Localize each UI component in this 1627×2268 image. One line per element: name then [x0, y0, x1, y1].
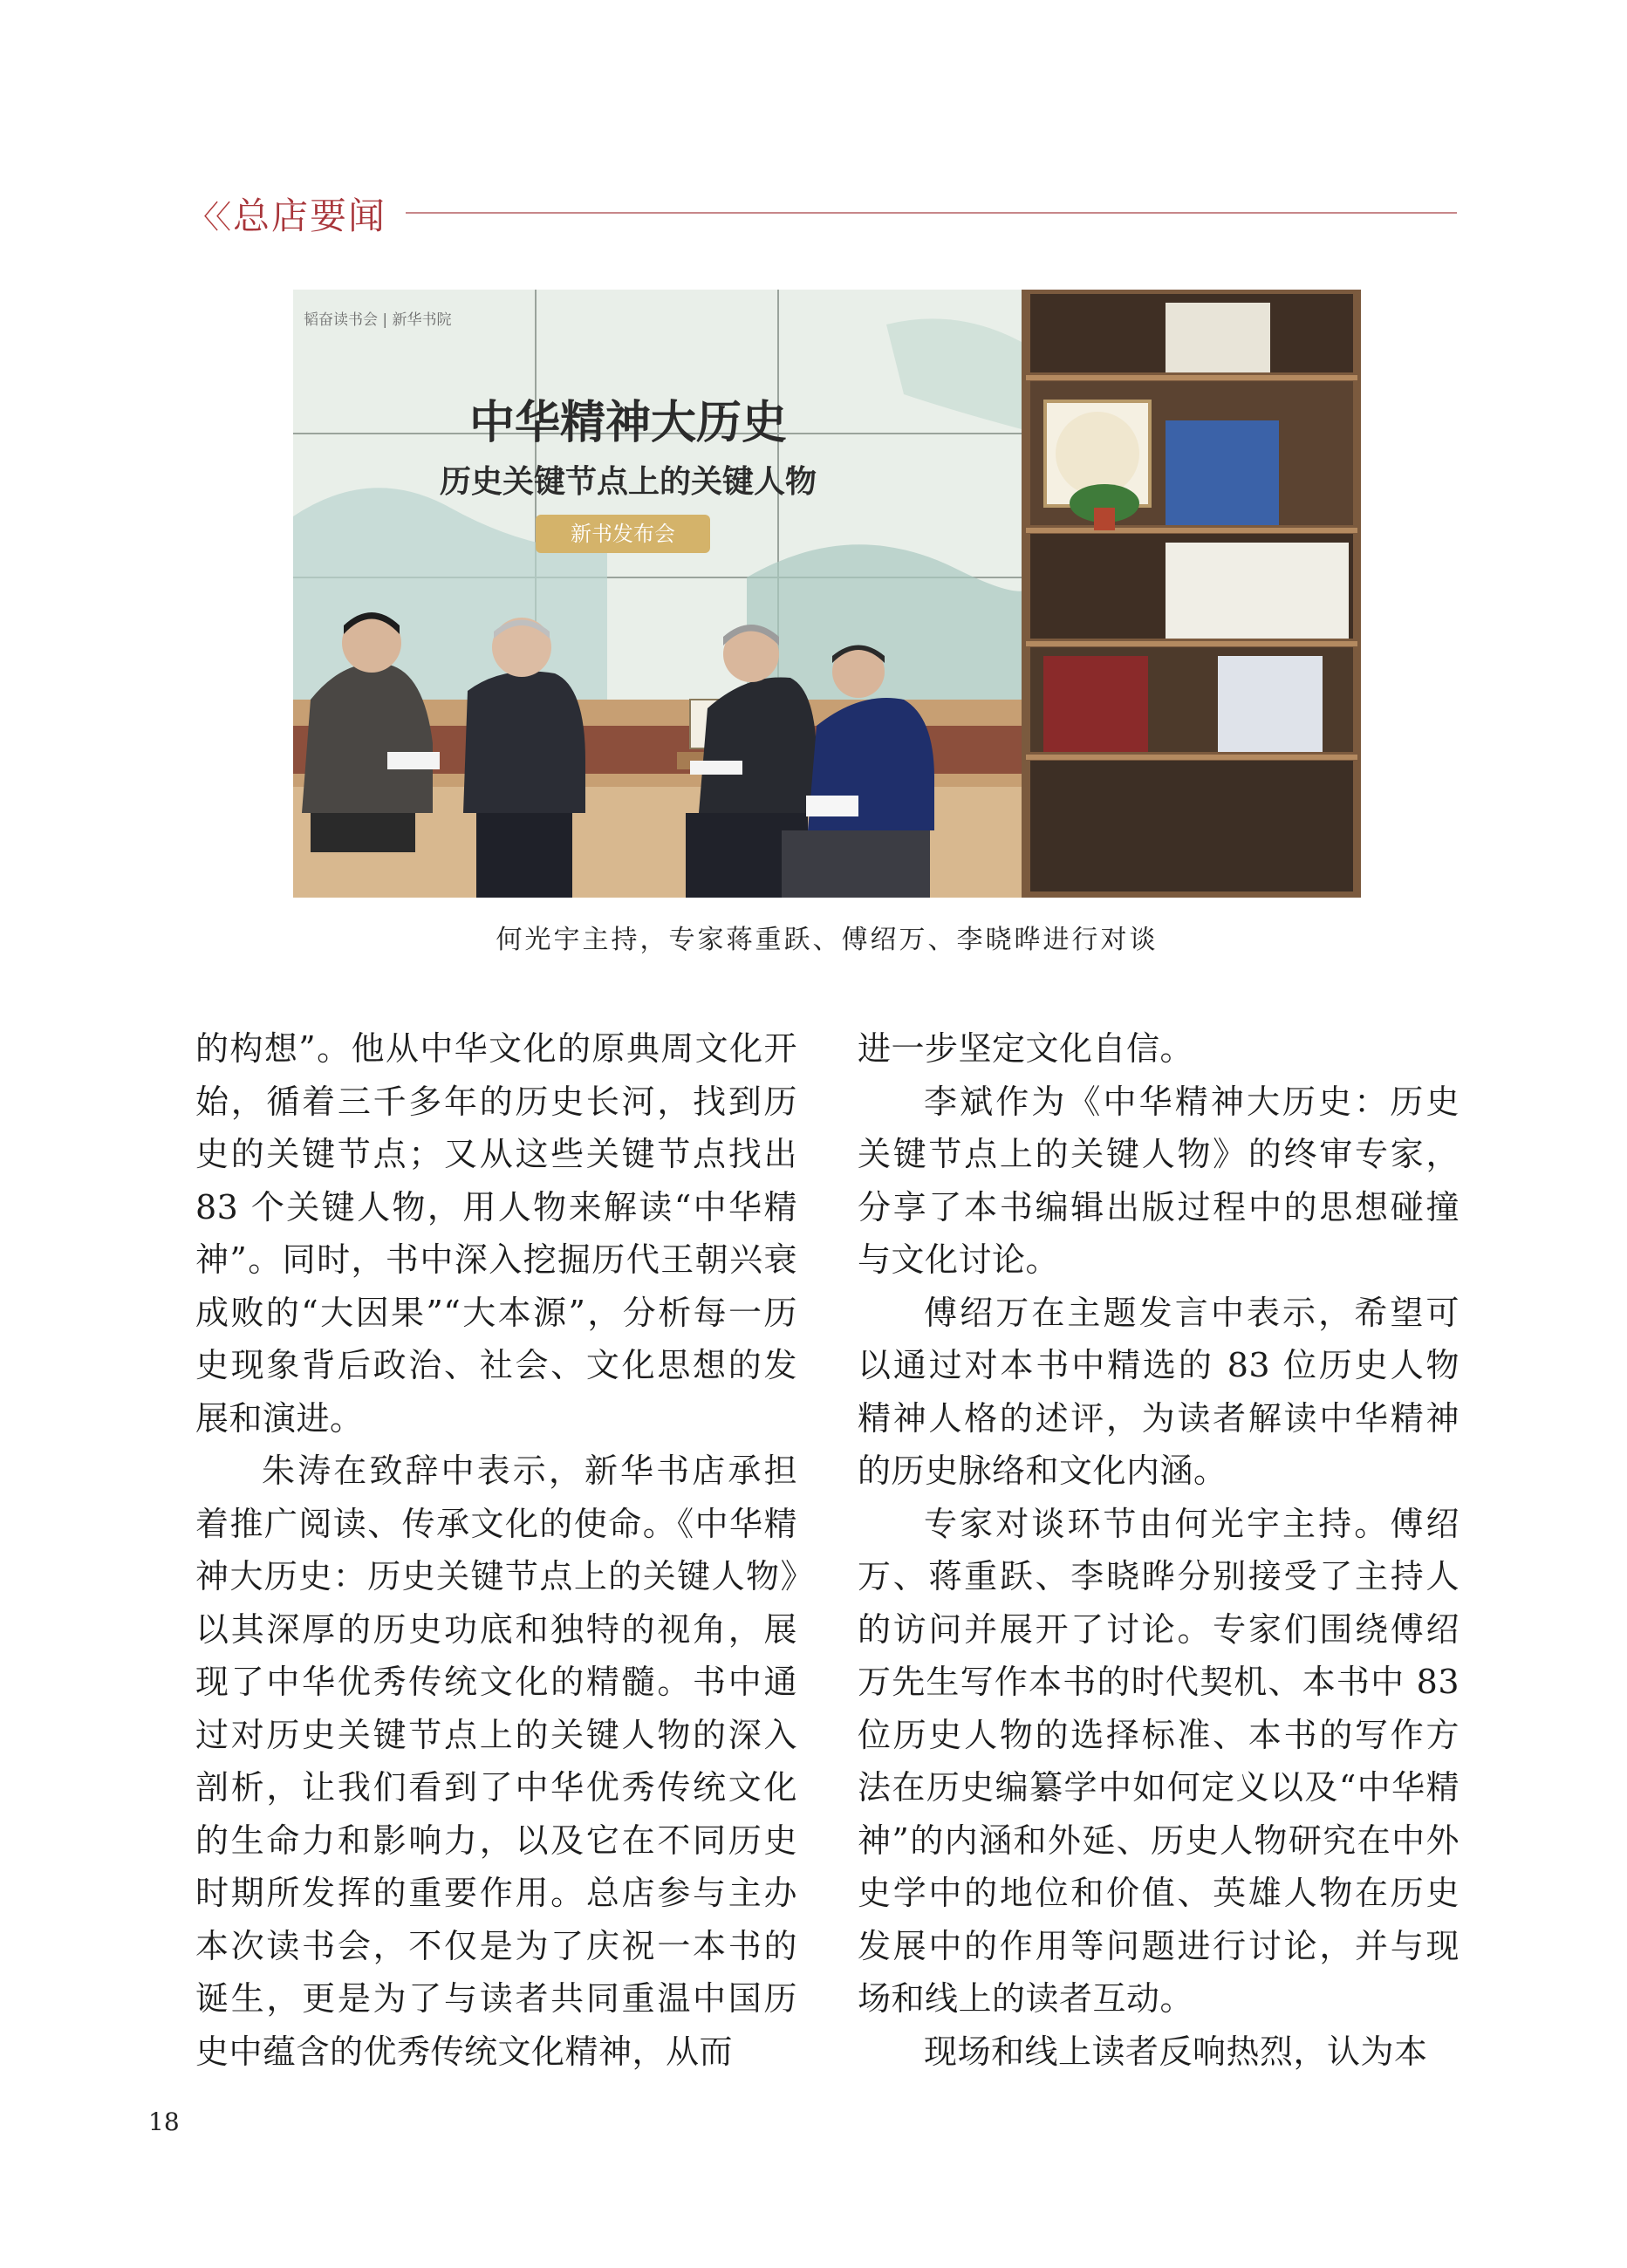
screen-logo: 韬奋读书会 | 新华书院: [304, 311, 452, 329]
header-divider: [406, 212, 1457, 214]
paragraph: 专家对谈环节由何光宇主持。傅绍万、蒋重跃、李晓晔分别接受了主持人的访问并展开了讨论。专家们围绕傅绍万先生写作本书的时代契机、本书中 83 位历史人物的选择标准、本书的写作方法在历史编纂学中如何定义以及“中华精神”的内涵和外延、历史人物研究在中外史学中的地位和价值、英雄人物在历史发展中的作用等问题进行讨论，并与现场和线上的读者互动。: [858, 1504, 1460, 2018]
double-chevron-left-icon: 〈〈: [188, 200, 229, 236]
photo-caption: 何光宇主持，专家蒋重跃、傅绍万、李晓晔进行对谈: [496, 925, 1159, 955]
article-column-right: [858, 1022, 1460, 2078]
paragraph: 现场和线上读者反响热烈，认为本: [924, 2032, 1428, 2071]
paragraph: 傅绍万在主题发言中表示，希望可以通过对本书中精选的 83 位历史人物精神人格的述评，为读者解读中华精神的历史脉络和文化内涵。: [858, 1293, 1460, 1490]
section-header: [188, 188, 1457, 236]
paragraph: 的构想”。他从中华文化的原典周文化开始，循着三千多年的历史长河，找到历史的关键节点；又从这些关键节点找出 83 个关键人物，用人物来解读“中华精神”。同时，书中深入挖掘历代王朝兴衰成败的“大因果”“大本源”，分析每一历史现象背后政治、社会、文化思想的发展和演进。: [195, 1029, 797, 1438]
paragraph: 李斌作为《中华精神大历史：历史关键节点上的关键人物》的终审专家，分享了本书编辑出版过程中的思想碰撞与文化讨论。: [858, 1082, 1460, 1279]
article-column-left: [195, 1022, 797, 2078]
page-number: 18: [148, 2107, 180, 2136]
paragraph: 进一步坚定文化自信。: [858, 1029, 1194, 1068]
section-title: 总店要闻: [233, 195, 387, 237]
paragraph: 朱涛在致辞中表示，新华书店承担着推广阅读、传承文化的使命。《中华精神大历史：历史关键节点上的关键人物》以其深厚的历史功底和独特的视角，展现了中华优秀传统文化的精髓。书中通过对历史关键节点上的关键人物的深入剖析，让我们看到了中华优秀传统文化的生命力和影响力，以及它在不同历史时期所发挥的重要作用。总店参与主办本次读书会，不仅是为了庆祝一本书的诞生，更是为了与读者共同重温中国历史中蕴含的优秀传统文化精神，从而: [195, 1452, 797, 2071]
screen-subtitle: 历史关键节点上的关键人物: [439, 463, 817, 500]
event-photo: [293, 290, 1361, 898]
screen-title: 中华精神大历史: [468, 396, 788, 449]
screen-badge: 新书发布会: [571, 522, 675, 546]
